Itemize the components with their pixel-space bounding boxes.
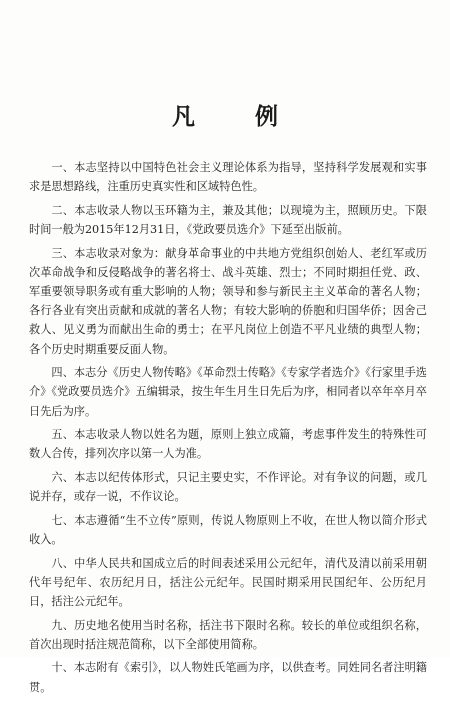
paragraph-10: 十、本志附有《索引》，以人物姓氏笔画为序，以供查考。同姓同名者注明籍贯。 [29, 661, 427, 694]
paragraph-5: 五、本志收录人物以姓名为题，原则上独立成篇，考虑事件发生的特殊性可数人合传，排列次序以第一人为准。 [29, 428, 427, 461]
paragraph-2: 二、本志收录人物以玉环籍为主，兼及其他；以现境为主，照顾历史。下限时间一般为2015年12月31日，《党政要员选介》下延至出版前。 [29, 203, 427, 236]
paragraph-6: 六、本志以纪传体形式，只记主要史实，不作评论。对有争议的问题，或几说并存，或存一说，不作议论。 [29, 471, 427, 504]
paragraph-8: 八、中华人民共和国成立后的时间表述采用公元纪年，清代及清以前采用朝代年号纪年、农历纪月日，括注公元纪年。民国时期采用民国纪年、公历纪月日，括注公元纪年。 [29, 556, 427, 608]
paragraph-3: 三、本志收录对象为：献身革命事业的中共地方党组织创始人、老红军或历次革命战争和反侵略战争的著名将士、战斗英雄、烈士；不同时期担任党、政、军重要领导职务或有重大影响的人物；领导和参与新民主主义革命的著名人物；各行各业有突出贡献和成就的著名人物；有较大影响的侨胞和归国华侨；因舍己救人、见义勇为而献出生命的勇士；在平凡岗位上创造不平凡业绩的典型人物；各个历史时期重要反面人物。 [29, 246, 427, 356]
page-title: 凡 例 [171, 103, 304, 130]
paragraph-4: 四、本志分《历史人物传略》《革命烈士传略》《专家学者选介》《行家里手选介》《党政要员选介》五编辑录，按生年生月生日先后为序，相同者以卒年卒月卒日先后为序。 [29, 366, 427, 418]
paragraph-7: 七、本志遵循“生不立传”原则，传说人物原则上不收，在世人物以简介形式收入。 [29, 513, 427, 546]
paragraph-9: 九、历史地名使用当时名称，括注书下限时名称。较长的单位或组织名称，首次出现时括注规范简称，以下全部使用简称。 [29, 618, 427, 651]
paragraph-1: 一、本志坚持以中国特色社会主义理论体系为指导，坚持科学发展观和实事求是思想路线，注重历史真实性和区域特色性。 [29, 161, 427, 194]
document-body [29, 158, 427, 701]
